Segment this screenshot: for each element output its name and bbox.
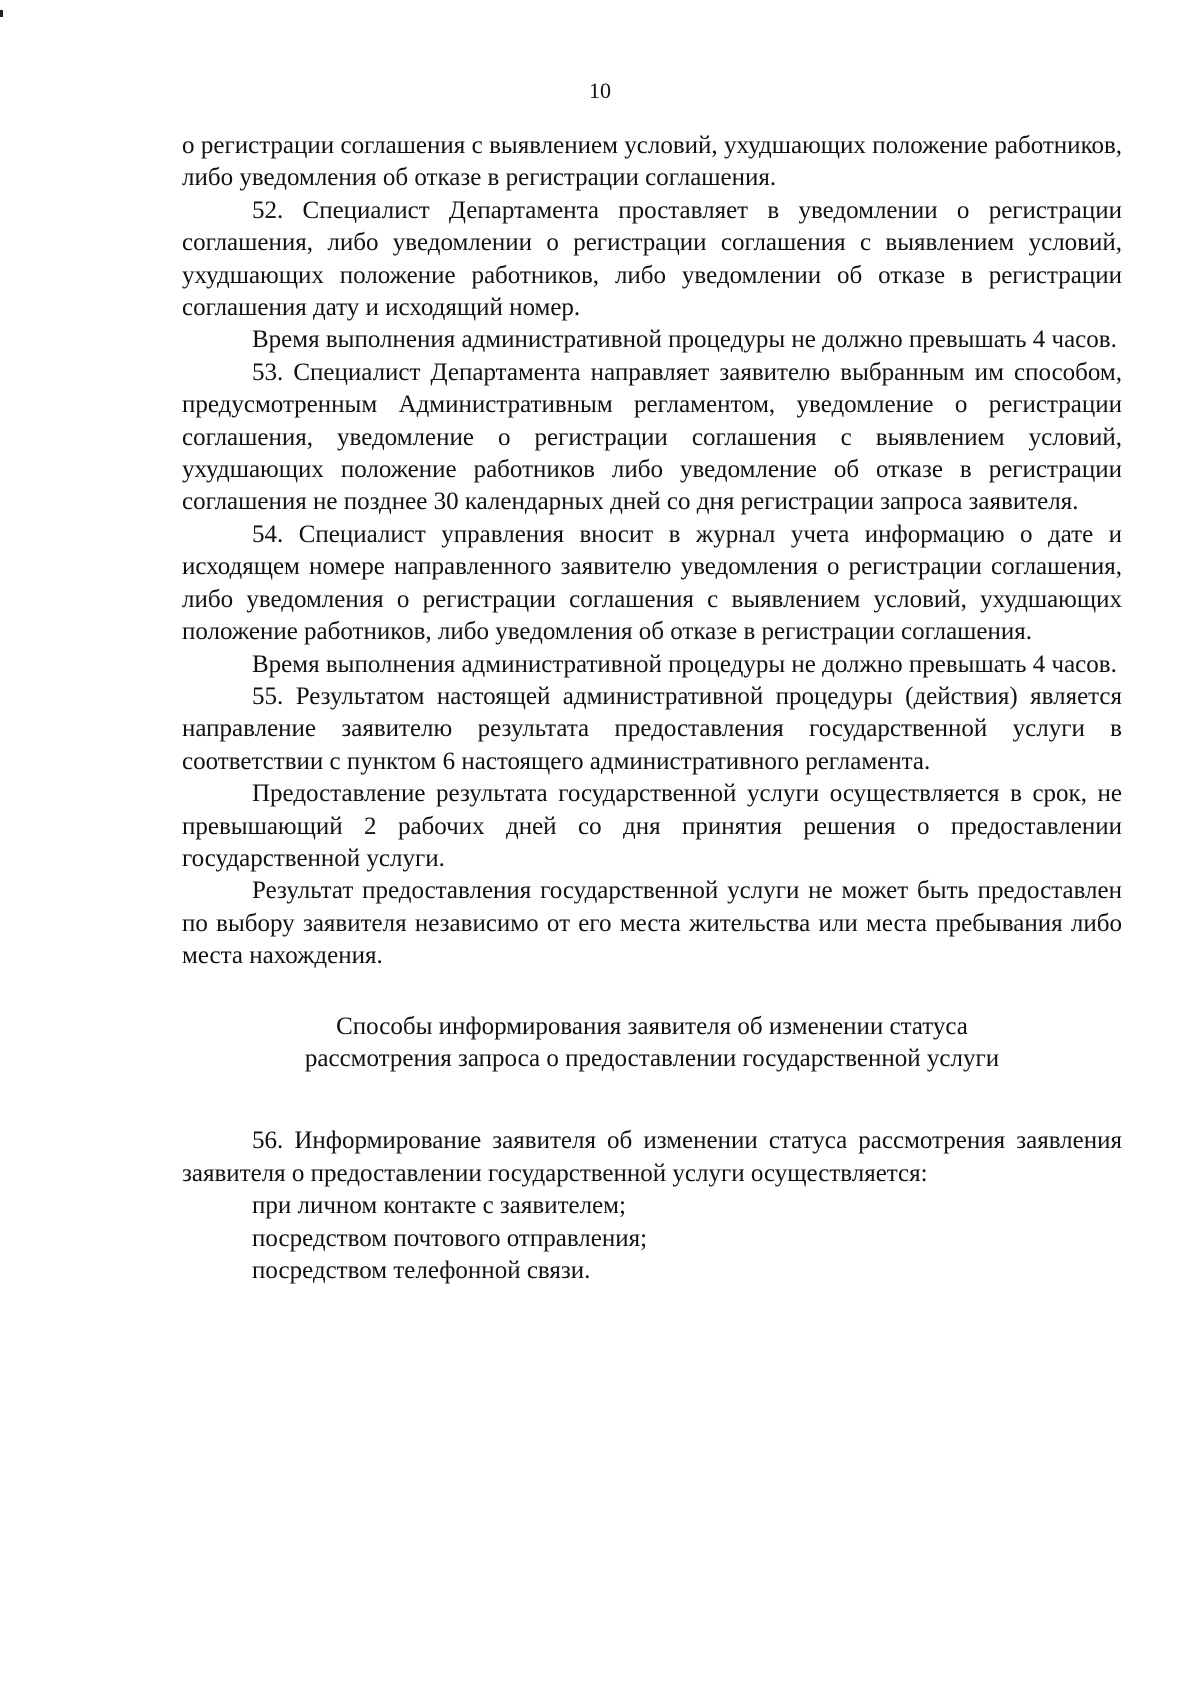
scan-mark [0, 10, 3, 17]
paragraph-55: 55. Результатом настоящей административной процедуры (действия) является направление заявителю результата предоставления государственной услуги в соответствии с пунктом 6 настоящего административного регламента. [182, 682, 1122, 775]
section-heading [182, 1011, 1122, 1076]
paragraph-54: 54. Специалист управления вносит в журнал учета информацию о дате и исходящем номере направленного заявителю уведомления о регистрации соглашения, либо уведомления о регистрации соглашения с выявлением условий, ухудшающих положение работников, либо уведомления об отказе в регистрации соглашения. [182, 520, 1122, 646]
document-body [182, 130, 1122, 1287]
list-item: посредством почтового отправления; [252, 1224, 648, 1252]
list-item: при личном контакте с заявителем; [252, 1192, 626, 1220]
paragraph-continuation: о регистрации соглашения с выявлением условий, ухудшающих положение работников, либо уведомления об отказе в регистрации соглашения. [182, 132, 1122, 192]
paragraph-53: 53. Специалист Департамента направляет заявителю выбранным им способом, предусмотренным Административным регламентом, уведомление о регистрации соглашения, уведомление о регистрации соглашения с выявлением условий, ухудшающих положение работников либо уведомление об отказе в регистрации соглашения не позднее 30 календарных дней со дня регистрации запроса заявителя. [182, 358, 1122, 516]
paragraph-55-result: Результат предоставления государственной услуги не может быть предоставлен по выбору заявителя независимо от его места жительства или места пребывания либо места нахождения. [182, 877, 1122, 970]
page-number: 10 [589, 78, 611, 103]
section-heading-line-2: рассмотрения запроса о предоставлении государственной услуги [304, 1044, 1000, 1072]
paragraph-52: 52. Специалист Департамента проставляет в уведомлении о регистрации соглашения, либо уведомлении о регистрации соглашения с выявлением условий, ухудшающих положение работников, либо уведомлении об отказе в регистрации соглашения дату и исходящий номер. [182, 196, 1122, 322]
paragraph-54-time: Время выполнения административной процедуры не должно превышать 4 часов. [252, 650, 1117, 678]
list-item: посредством телефонной связи. [252, 1257, 591, 1284]
section-heading-line-1: Способы информирования заявителя об изменении статуса [336, 1012, 968, 1040]
paragraph-55-delivery: Предоставление результата государственной услуги осуществляется в срок, не превышающий 2 рабочих дней со дня принятия решения о предоставлении государственной услуги. [182, 780, 1122, 872]
paragraph-52-time: Время выполнения административной процедуры не должно превышать 4 часов. [252, 326, 1117, 354]
paragraph-56: 56. Информирование заявителя об изменении статуса рассмотрения заявления заявителя о предоставлении государственной услуги осуществляется: [182, 1127, 1122, 1187]
